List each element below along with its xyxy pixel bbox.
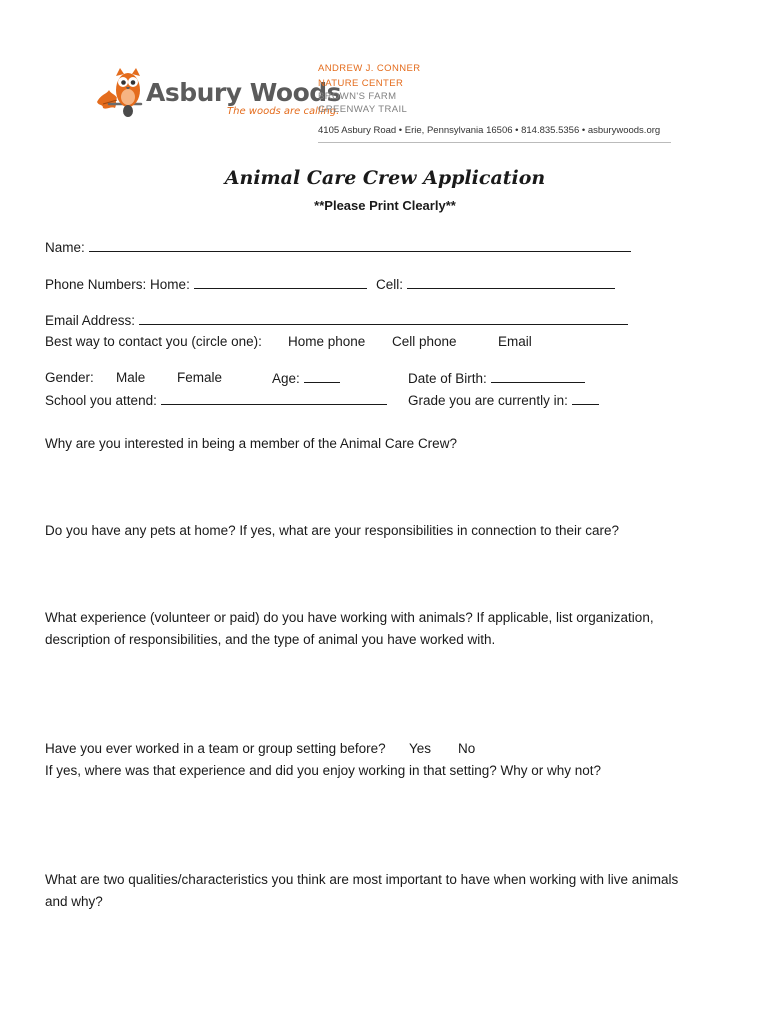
contact-option-home[interactable]: Home phone [288,334,366,349]
form-subtitle: **Please Print Clearly** [314,198,456,213]
question-pets: Do you have any pets at home? If yes, what are your responsibilities in connection to their care? [45,523,620,538]
email-field[interactable] [139,312,628,325]
cell-phone-field[interactable] [407,276,615,289]
home-phone-label: Phone Numbers: Home: [45,277,190,292]
home-phone-field[interactable] [194,276,367,289]
question-qualities-line1: What are two qualities/characteristics you think are most important to have when working with live animals [45,872,679,887]
contact-option-cell[interactable]: Cell phone [392,334,457,349]
email-row [45,312,628,328]
form-title: Animal Care Crew Application [224,167,546,189]
question-experience-line1: What experience (volunteer or paid) do you have working with animals? If applicable, list organization, [45,610,654,625]
question-teamwork: Have you ever worked in a team or group setting before? [45,741,386,756]
org-tagline: The woods are calling. [227,106,340,117]
teamwork-option-yes[interactable]: Yes [409,741,432,756]
gender-option-male[interactable]: Male [116,370,146,385]
gender-label: Gender: [45,370,94,385]
school-label: School you attend: [45,393,157,408]
question-experience-line2: description of responsibilities, and the type of animal you have worked with. [45,632,496,647]
dob-row [408,370,585,386]
cell-row [376,276,615,292]
contact-option-email[interactable]: Email [498,334,532,349]
dob-field[interactable] [491,370,585,383]
header-divider [318,142,671,143]
name-label: Name: [45,240,85,255]
grade-field[interactable] [572,392,599,405]
phone-row [45,276,367,292]
email-label: Email Address: [45,313,136,328]
question-interest: Why are you interested in being a member of the Animal Care Crew? [45,436,457,451]
location-3: BROWN'S FARM [318,91,397,102]
location-2: NATURE CENTER [318,78,404,89]
gender-option-female[interactable]: Female [177,370,223,385]
school-row [45,392,387,408]
cell-phone-label: Cell: [376,277,404,292]
location-1: ANDREW J. CONNER [318,63,421,74]
question-qualities-line2: and why? [45,894,103,909]
teamwork-option-no[interactable]: No [458,741,476,756]
school-field[interactable] [161,392,387,405]
age-field[interactable] [304,370,340,383]
grade-label: Grade you are currently in: [408,393,568,408]
age-row [272,370,340,386]
question-teamwork-followup: If yes, where was that experience and did you enjoy working in that setting? Why or why not? [45,763,602,778]
contact-label: Best way to contact you (circle one): [45,334,262,349]
name-row [45,239,631,255]
org-address: 4105 Asbury Road • Erie, Pennsylvania 16506 • 814.835.5356 • asburywoods.org [318,125,661,136]
dob-label: Date of Birth: [408,371,487,386]
location-4: GREENWAY TRAIL [318,104,408,115]
grade-row [408,392,599,408]
org-name: Asbury Woods [146,78,342,107]
age-label: Age: [272,371,300,386]
name-field[interactable] [89,239,631,252]
